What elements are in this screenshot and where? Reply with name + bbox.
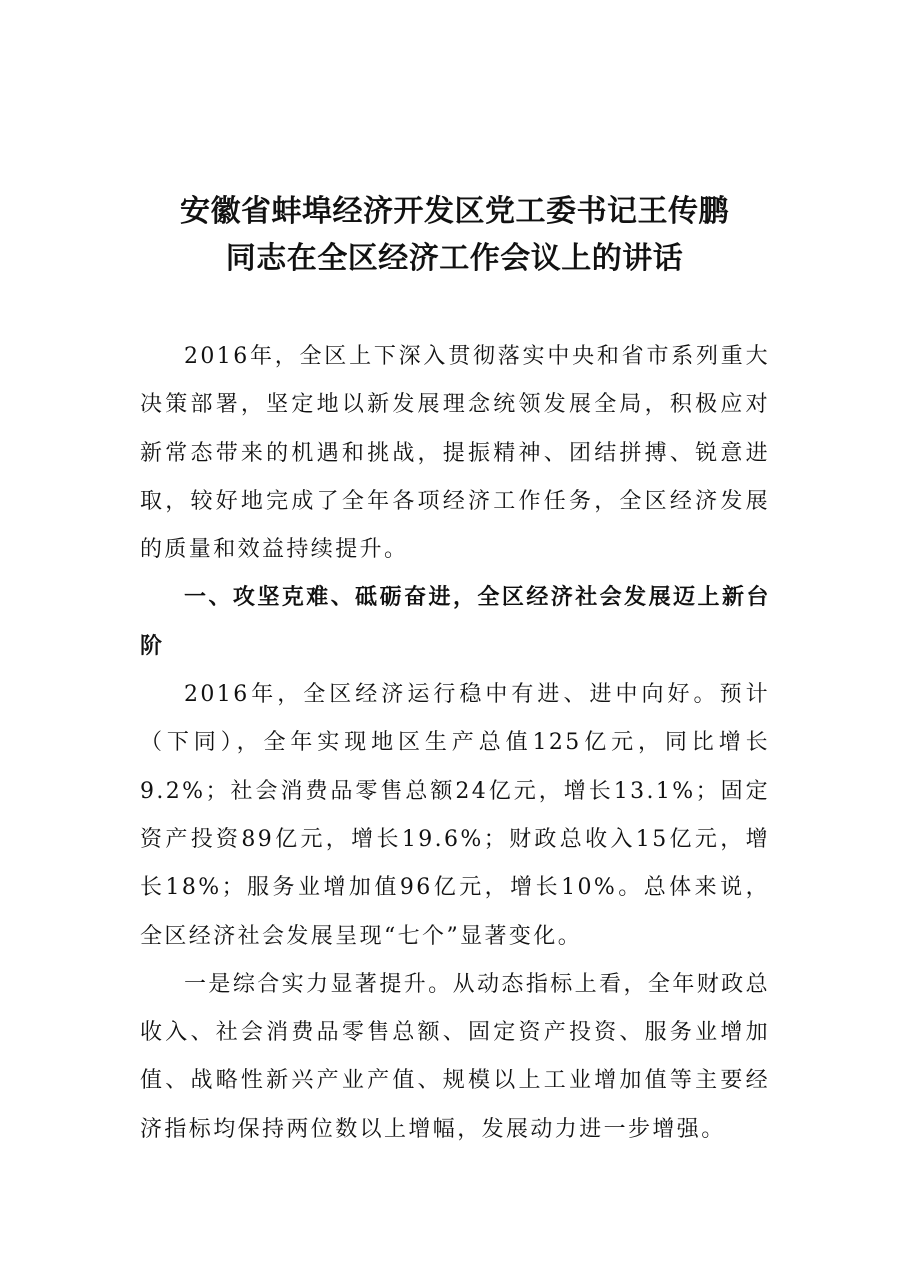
paragraph-point-1: 一是综合实力显著提升。从动态指标上看，全年财政总收入、社会消费品零售总额、固定资产投资、服务业增加值、战略性新兴产业产值、规模以上工业增加值等主要经济指标均保持两位数以上增幅，发展动力进一步增强。 xyxy=(140,971,770,1142)
paragraph-intro: 2016年，全区上下深入贯彻落实中央和省市系列重大决策部署，坚定地以新发展理念统领发展全局，积极应对新常态带来的机遇和挑战，提振精神、团结拼搏、锐意进取，较好地完成了全年各项经济工作任务，全区经济发展的质量和效益持续提升。 xyxy=(140,344,770,563)
section-heading-1: 一、攻坚克难、砥砺奋进，全区经济社会发展迈上新台阶 xyxy=(140,585,770,659)
title-line-2: 同志在全区经济工作会议上的讲话 xyxy=(225,241,684,276)
title-line-1: 安徽省蚌埠经济开发区党工委书记王传鹏 xyxy=(180,194,729,229)
paragraph-economy-overview: 2016年，全区经济运行稳中有进、进中向好。预计（下同），全年实现地区生产总值125亿元，同比增长9.2%；社会消费品零售总额24亿元，增长13.1%；固定资产投资89亿元，增长19.6%；财政总收入15亿元，增长18%；服务业增加值96亿元，增长10%。总体来说，全区经济社会发展呈现“七个”显著变化。 xyxy=(140,682,770,949)
document-body xyxy=(140,333,770,1154)
document-title xyxy=(120,188,789,282)
